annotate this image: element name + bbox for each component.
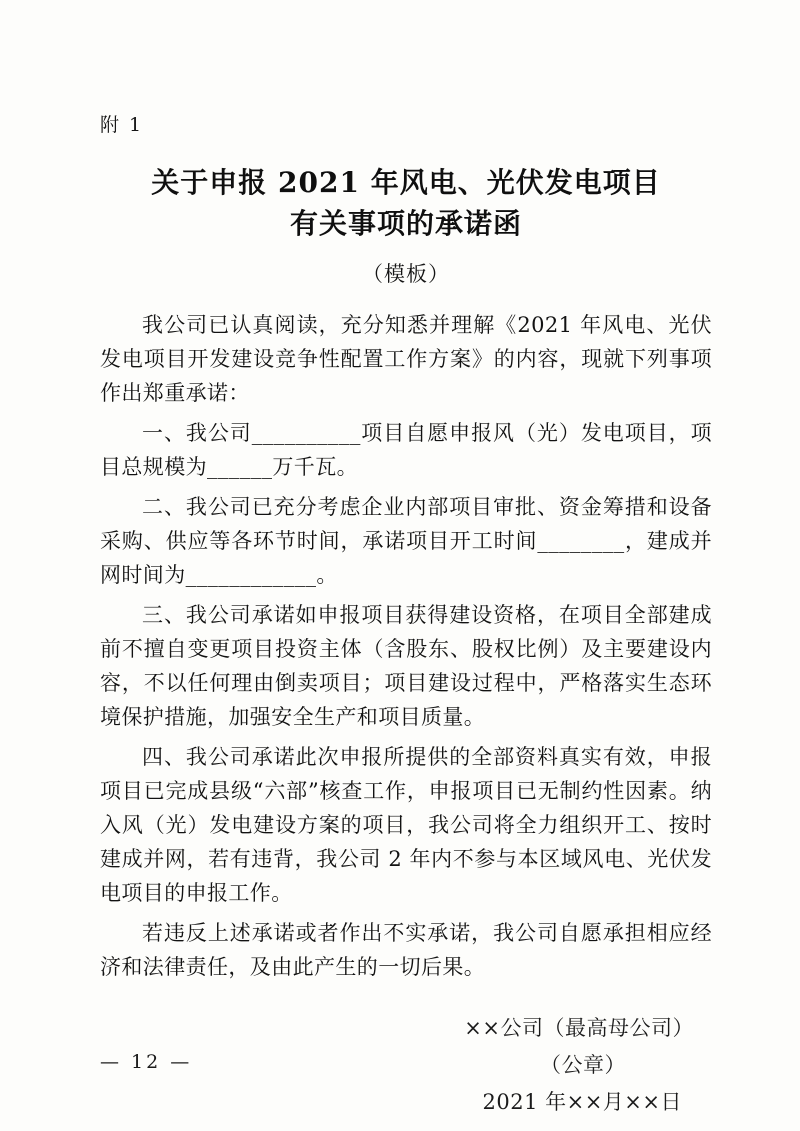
document-body: [100, 110, 712, 1121]
paragraph-item-2: 二、我公司已充分考虑企业内部项目审批、资金筹措和设备采购、供应等各环节时间，承诺项目开工时间________，建成并网时间为____________。: [100, 495, 712, 588]
paragraph-item-4: 四、我公司承诺此次申报所提供的全部资料真实有效，申报项目已完成县级“六部”核查工作，申报项目已无制约性因素。纳入风（光）发电建设方案的项目，我公司将全力组织开工、按时建成并网，若有违背，我公司 2 年内不参与本区域风电、光伏发电项目的申报工作。: [100, 745, 712, 906]
signature-date: 2021 年××月××日: [482, 1089, 682, 1114]
paragraph-item-3: 三、我公司承诺如申报项目获得建设资格，在项目全部建成前不擅自变更项目投资主体（含股东、股权比例）及主要建设内容，不以任何理由倒卖项目；项目建设过程中，严格落实生态环境保护措施，加强安全生产和项目质量。: [100, 603, 712, 730]
page-title-line-1: 关于申报 2021 年风电、光伏发电项目: [151, 166, 661, 199]
page-number: — 12 —: [100, 1051, 193, 1073]
page-title-line-2: 有关事项的承诺函: [289, 206, 522, 240]
paragraph-closing: 若违反上述承诺或者作出不实承诺，我公司自愿承担相应经济和法律责任，及由此产生的一切后果。: [100, 921, 712, 980]
page-subtitle: （模板）: [362, 262, 450, 287]
signature-company: ××公司（最高母公司）: [464, 1016, 694, 1041]
attachment-label: 附 1: [100, 114, 144, 136]
paragraph-item-1: 一、我公司__________项目自愿申报风（光）发电项目，项目总规模为______万千瓦。: [100, 421, 712, 480]
signature-seal: （公章）: [540, 1053, 626, 1078]
paragraph-intro: 我公司已认真阅读，充分知悉并理解《2021 年风电、光伏发电项目开发建设竞争性配置工作方案》的内容，现就下列事项作出郑重承诺：: [100, 313, 712, 406]
page-title: [100, 163, 712, 244]
